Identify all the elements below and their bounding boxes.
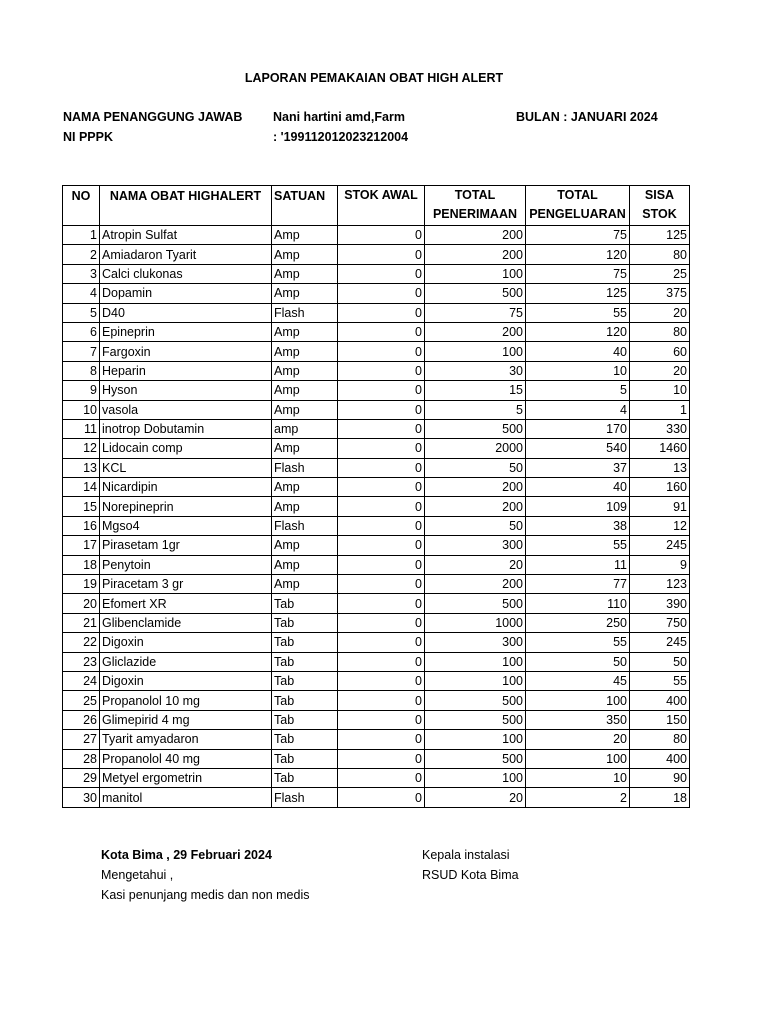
cell-total-issued: 55 bbox=[526, 633, 630, 652]
cell-unit: Amp bbox=[272, 361, 338, 380]
cell-drug-name: manitol bbox=[100, 788, 272, 807]
cell-unit: Amp bbox=[272, 536, 338, 555]
cell-remaining-stock: 80 bbox=[630, 322, 690, 341]
col-header-unit: SATUAN bbox=[272, 186, 338, 226]
cell-unit: Tab bbox=[272, 691, 338, 710]
cell-initial-stock: 0 bbox=[338, 768, 425, 787]
cell-remaining-stock: 10 bbox=[630, 381, 690, 400]
cell-initial-stock: 0 bbox=[338, 516, 425, 535]
cell-drug-name: Pirasetam 1gr bbox=[100, 536, 272, 555]
responsible-label: NAMA PENANGGUNG JAWAB bbox=[63, 110, 243, 124]
cell-total-received: 500 bbox=[425, 749, 526, 768]
table-row bbox=[63, 749, 690, 768]
cell-no: 27 bbox=[63, 730, 100, 749]
cell-unit: Amp bbox=[272, 439, 338, 458]
cell-total-issued: 55 bbox=[526, 536, 630, 555]
cell-initial-stock: 0 bbox=[338, 788, 425, 807]
cell-unit: Flash bbox=[272, 516, 338, 535]
cell-no: 30 bbox=[63, 788, 100, 807]
table-row bbox=[63, 303, 690, 322]
cell-total-received: 20 bbox=[425, 555, 526, 574]
cell-no: 11 bbox=[63, 419, 100, 438]
cell-no: 21 bbox=[63, 613, 100, 632]
cell-total-received: 15 bbox=[425, 381, 526, 400]
cell-remaining-stock: 50 bbox=[630, 652, 690, 671]
cell-total-received: 1000 bbox=[425, 613, 526, 632]
cell-total-issued: 120 bbox=[526, 245, 630, 264]
table-row bbox=[63, 710, 690, 729]
cell-no: 29 bbox=[63, 768, 100, 787]
cell-no: 10 bbox=[63, 400, 100, 419]
cell-drug-name: Tyarit amyadaron bbox=[100, 730, 272, 749]
cell-total-received: 100 bbox=[425, 652, 526, 671]
cell-total-issued: 5 bbox=[526, 381, 630, 400]
cell-unit: Amp bbox=[272, 381, 338, 400]
cell-total-received: 200 bbox=[425, 322, 526, 341]
cell-drug-name: Epineprin bbox=[100, 322, 272, 341]
cell-unit: Amp bbox=[272, 555, 338, 574]
table-row bbox=[63, 245, 690, 264]
table-row bbox=[63, 691, 690, 710]
cell-remaining-stock: 91 bbox=[630, 497, 690, 516]
cell-drug-name: Digoxin bbox=[100, 671, 272, 690]
cell-unit: Tab bbox=[272, 613, 338, 632]
table-row bbox=[63, 381, 690, 400]
cell-total-issued: 109 bbox=[526, 497, 630, 516]
table-row bbox=[63, 478, 690, 497]
cell-unit: Tab bbox=[272, 749, 338, 768]
cell-remaining-stock: 375 bbox=[630, 284, 690, 303]
table-row bbox=[63, 284, 690, 303]
cell-drug-name: Hyson bbox=[100, 381, 272, 400]
cell-total-received: 200 bbox=[425, 497, 526, 516]
cell-initial-stock: 0 bbox=[338, 594, 425, 613]
table-row bbox=[63, 322, 690, 341]
cell-initial-stock: 0 bbox=[338, 555, 425, 574]
table-row bbox=[63, 516, 690, 535]
cell-initial-stock: 0 bbox=[338, 303, 425, 322]
section-head-title: Kasi penunjang medis dan non medis bbox=[101, 888, 310, 902]
cell-remaining-stock: 750 bbox=[630, 613, 690, 632]
cell-total-received: 100 bbox=[425, 730, 526, 749]
cell-remaining-stock: 12 bbox=[630, 516, 690, 535]
cell-unit: Tab bbox=[272, 652, 338, 671]
cell-unit: Flash bbox=[272, 458, 338, 477]
cell-remaining-stock: 20 bbox=[630, 303, 690, 322]
cell-drug-name: Fargoxin bbox=[100, 342, 272, 361]
cell-initial-stock: 0 bbox=[338, 497, 425, 516]
cell-no: 28 bbox=[63, 749, 100, 768]
hospital-name: RSUD Kota Bima bbox=[422, 868, 519, 882]
cell-initial-stock: 0 bbox=[338, 613, 425, 632]
cell-total-received: 500 bbox=[425, 284, 526, 303]
cell-no: 14 bbox=[63, 478, 100, 497]
cell-drug-name: Heparin bbox=[100, 361, 272, 380]
cell-remaining-stock: 18 bbox=[630, 788, 690, 807]
cell-unit: Amp bbox=[272, 226, 338, 245]
responsible-name: Nani hartini amd,Farm bbox=[273, 110, 405, 124]
table-row bbox=[63, 652, 690, 671]
table-row bbox=[63, 419, 690, 438]
cell-initial-stock: 0 bbox=[338, 381, 425, 400]
cell-no: 9 bbox=[63, 381, 100, 400]
cell-no: 3 bbox=[63, 264, 100, 283]
cell-no: 15 bbox=[63, 497, 100, 516]
cell-remaining-stock: 80 bbox=[630, 245, 690, 264]
cell-total-received: 300 bbox=[425, 536, 526, 555]
cell-drug-name: Gliclazide bbox=[100, 652, 272, 671]
cell-total-issued: 55 bbox=[526, 303, 630, 322]
table-row bbox=[63, 497, 690, 516]
cell-drug-name: Glimepirid 4 mg bbox=[100, 710, 272, 729]
employee-id-value: : '199112012023212004 bbox=[273, 130, 409, 144]
cell-remaining-stock: 330 bbox=[630, 419, 690, 438]
cell-total-received: 30 bbox=[425, 361, 526, 380]
table-row bbox=[63, 613, 690, 632]
cell-no: 16 bbox=[63, 516, 100, 535]
cell-no: 12 bbox=[63, 439, 100, 458]
drug-usage-table bbox=[62, 185, 690, 808]
cell-total-issued: 170 bbox=[526, 419, 630, 438]
report-month: BULAN : JANUARI 2024 bbox=[516, 110, 658, 124]
cell-remaining-stock: 400 bbox=[630, 749, 690, 768]
cell-remaining-stock: 400 bbox=[630, 691, 690, 710]
table-row bbox=[63, 361, 690, 380]
cell-remaining-stock: 245 bbox=[630, 633, 690, 652]
table-row bbox=[63, 730, 690, 749]
cell-total-received: 100 bbox=[425, 342, 526, 361]
cell-total-issued: 10 bbox=[526, 768, 630, 787]
table-row bbox=[63, 671, 690, 690]
table-row bbox=[63, 768, 690, 787]
cell-unit: Tab bbox=[272, 594, 338, 613]
cell-no: 19 bbox=[63, 575, 100, 594]
cell-initial-stock: 0 bbox=[338, 400, 425, 419]
cell-remaining-stock: 150 bbox=[630, 710, 690, 729]
cell-total-issued: 38 bbox=[526, 516, 630, 535]
col-header-drug-name: NAMA OBAT HIGHALERT bbox=[100, 186, 272, 226]
cell-drug-name: Lidocain comp bbox=[100, 439, 272, 458]
cell-total-issued: 40 bbox=[526, 342, 630, 361]
cell-no: 25 bbox=[63, 691, 100, 710]
table-body bbox=[63, 226, 690, 808]
cell-initial-stock: 0 bbox=[338, 419, 425, 438]
col-header-total-issued: TOTAL PENGELUARAN bbox=[526, 186, 630, 226]
table-row bbox=[63, 575, 690, 594]
cell-unit: Tab bbox=[272, 633, 338, 652]
cell-total-issued: 125 bbox=[526, 284, 630, 303]
cell-remaining-stock: 1 bbox=[630, 400, 690, 419]
table-row bbox=[63, 226, 690, 245]
cell-initial-stock: 0 bbox=[338, 652, 425, 671]
cell-no: 26 bbox=[63, 710, 100, 729]
cell-total-received: 500 bbox=[425, 594, 526, 613]
cell-total-received: 200 bbox=[425, 575, 526, 594]
cell-remaining-stock: 13 bbox=[630, 458, 690, 477]
cell-total-received: 20 bbox=[425, 788, 526, 807]
cell-remaining-stock: 125 bbox=[630, 226, 690, 245]
table-header-row bbox=[63, 186, 690, 226]
cell-unit: Amp bbox=[272, 322, 338, 341]
cell-unit: Amp bbox=[272, 264, 338, 283]
employee-id-label: NI PPPK bbox=[63, 130, 114, 144]
cell-remaining-stock: 25 bbox=[630, 264, 690, 283]
cell-remaining-stock: 60 bbox=[630, 342, 690, 361]
cell-initial-stock: 0 bbox=[338, 691, 425, 710]
cell-remaining-stock: 1460 bbox=[630, 439, 690, 458]
cell-initial-stock: 0 bbox=[338, 342, 425, 361]
cell-drug-name: Calci clukonas bbox=[100, 264, 272, 283]
cell-total-issued: 2 bbox=[526, 788, 630, 807]
cell-drug-name: Dopamin bbox=[100, 284, 272, 303]
table-row bbox=[63, 788, 690, 807]
cell-total-received: 50 bbox=[425, 458, 526, 477]
cell-remaining-stock: 390 bbox=[630, 594, 690, 613]
cell-total-issued: 100 bbox=[526, 691, 630, 710]
cell-drug-name: Efomert XR bbox=[100, 594, 272, 613]
cell-no: 8 bbox=[63, 361, 100, 380]
cell-unit: Tab bbox=[272, 730, 338, 749]
cell-no: 5 bbox=[63, 303, 100, 322]
cell-initial-stock: 0 bbox=[338, 671, 425, 690]
cell-drug-name: D40 bbox=[100, 303, 272, 322]
cell-initial-stock: 0 bbox=[338, 439, 425, 458]
cell-total-received: 100 bbox=[425, 768, 526, 787]
cell-no: 23 bbox=[63, 652, 100, 671]
cell-total-issued: 37 bbox=[526, 458, 630, 477]
cell-drug-name: Digoxin bbox=[100, 633, 272, 652]
table-row bbox=[63, 536, 690, 555]
cell-total-received: 100 bbox=[425, 264, 526, 283]
cell-initial-stock: 0 bbox=[338, 245, 425, 264]
cell-unit: Flash bbox=[272, 303, 338, 322]
cell-remaining-stock: 20 bbox=[630, 361, 690, 380]
cell-no: 24 bbox=[63, 671, 100, 690]
document-title: LAPORAN PEMAKAIAN OBAT HIGH ALERT bbox=[244, 71, 504, 85]
table-row bbox=[63, 458, 690, 477]
cell-unit: Amp bbox=[272, 497, 338, 516]
cell-remaining-stock: 55 bbox=[630, 671, 690, 690]
cell-total-issued: 77 bbox=[526, 575, 630, 594]
table-row bbox=[63, 400, 690, 419]
cell-initial-stock: 0 bbox=[338, 361, 425, 380]
cell-total-issued: 540 bbox=[526, 439, 630, 458]
cell-total-received: 200 bbox=[425, 226, 526, 245]
cell-total-issued: 110 bbox=[526, 594, 630, 613]
cell-remaining-stock: 80 bbox=[630, 730, 690, 749]
cell-drug-name: Propanolol 40 mg bbox=[100, 749, 272, 768]
cell-no: 1 bbox=[63, 226, 100, 245]
cell-total-issued: 40 bbox=[526, 478, 630, 497]
cell-initial-stock: 0 bbox=[338, 478, 425, 497]
cell-drug-name: Mgso4 bbox=[100, 516, 272, 535]
cell-drug-name: Metyel ergometrin bbox=[100, 768, 272, 787]
cell-total-received: 2000 bbox=[425, 439, 526, 458]
cell-unit: Tab bbox=[272, 768, 338, 787]
cell-drug-name: Atropin Sulfat bbox=[100, 226, 272, 245]
cell-total-issued: 4 bbox=[526, 400, 630, 419]
cell-remaining-stock: 123 bbox=[630, 575, 690, 594]
cell-initial-stock: 0 bbox=[338, 458, 425, 477]
cell-drug-name: Piracetam 3 gr bbox=[100, 575, 272, 594]
cell-unit: Amp bbox=[272, 575, 338, 594]
cell-drug-name: Nicardipin bbox=[100, 478, 272, 497]
cell-remaining-stock: 160 bbox=[630, 478, 690, 497]
cell-unit: Tab bbox=[272, 671, 338, 690]
cell-no: 17 bbox=[63, 536, 100, 555]
table-row bbox=[63, 439, 690, 458]
col-header-initial-stock: STOK AWAL bbox=[338, 186, 425, 226]
cell-total-received: 75 bbox=[425, 303, 526, 322]
cell-initial-stock: 0 bbox=[338, 226, 425, 245]
cell-total-issued: 11 bbox=[526, 555, 630, 574]
cell-total-received: 500 bbox=[425, 419, 526, 438]
cell-drug-name: Penytoin bbox=[100, 555, 272, 574]
cell-total-issued: 120 bbox=[526, 322, 630, 341]
cell-remaining-stock: 9 bbox=[630, 555, 690, 574]
cell-unit: Amp bbox=[272, 245, 338, 264]
cell-no: 20 bbox=[63, 594, 100, 613]
cell-total-issued: 45 bbox=[526, 671, 630, 690]
cell-drug-name: Propanolol 10 mg bbox=[100, 691, 272, 710]
cell-no: 7 bbox=[63, 342, 100, 361]
cell-unit: Tab bbox=[272, 710, 338, 729]
cell-total-received: 200 bbox=[425, 478, 526, 497]
table-row bbox=[63, 594, 690, 613]
cell-unit: Flash bbox=[272, 788, 338, 807]
table-row bbox=[63, 264, 690, 283]
cell-initial-stock: 0 bbox=[338, 730, 425, 749]
cell-total-received: 200 bbox=[425, 245, 526, 264]
cell-drug-name: KCL bbox=[100, 458, 272, 477]
cell-remaining-stock: 245 bbox=[630, 536, 690, 555]
cell-drug-name: vasola bbox=[100, 400, 272, 419]
cell-total-issued: 10 bbox=[526, 361, 630, 380]
cell-initial-stock: 0 bbox=[338, 633, 425, 652]
cell-remaining-stock: 90 bbox=[630, 768, 690, 787]
cell-no: 4 bbox=[63, 284, 100, 303]
cell-total-issued: 75 bbox=[526, 226, 630, 245]
cell-initial-stock: 0 bbox=[338, 284, 425, 303]
cell-total-issued: 250 bbox=[526, 613, 630, 632]
cell-total-issued: 350 bbox=[526, 710, 630, 729]
cell-no: 2 bbox=[63, 245, 100, 264]
cell-total-received: 500 bbox=[425, 691, 526, 710]
cell-drug-name: inotrop Dobutamin bbox=[100, 419, 272, 438]
cell-initial-stock: 0 bbox=[338, 749, 425, 768]
place-date: Kota Bima , 29 Februari 2024 bbox=[101, 848, 272, 862]
table-row bbox=[63, 633, 690, 652]
cell-initial-stock: 0 bbox=[338, 536, 425, 555]
table-row bbox=[63, 555, 690, 574]
cell-unit: Amp bbox=[272, 478, 338, 497]
cell-total-received: 500 bbox=[425, 710, 526, 729]
cell-total-received: 100 bbox=[425, 671, 526, 690]
cell-total-received: 50 bbox=[425, 516, 526, 535]
cell-no: 22 bbox=[63, 633, 100, 652]
cell-total-received: 300 bbox=[425, 633, 526, 652]
cell-initial-stock: 0 bbox=[338, 575, 425, 594]
cell-no: 6 bbox=[63, 322, 100, 341]
cell-total-issued: 50 bbox=[526, 652, 630, 671]
col-header-no: NO bbox=[63, 186, 100, 226]
cell-unit: Amp bbox=[272, 342, 338, 361]
cell-total-received: 5 bbox=[425, 400, 526, 419]
cell-drug-name: Glibenclamide bbox=[100, 613, 272, 632]
cell-drug-name: Amiadaron Tyarit bbox=[100, 245, 272, 264]
cell-unit: Amp bbox=[272, 400, 338, 419]
cell-total-issued: 100 bbox=[526, 749, 630, 768]
cell-unit: amp bbox=[272, 419, 338, 438]
cell-total-issued: 20 bbox=[526, 730, 630, 749]
cell-no: 18 bbox=[63, 555, 100, 574]
cell-drug-name: Norepineprin bbox=[100, 497, 272, 516]
col-header-total-received: TOTAL PENERIMAAN bbox=[425, 186, 526, 226]
col-header-remaining-stock: SISA STOK bbox=[630, 186, 690, 226]
acknowledged-label: Mengetahui , bbox=[101, 868, 174, 882]
cell-no: 13 bbox=[63, 458, 100, 477]
installation-head-title: Kepala instalasi bbox=[422, 848, 510, 862]
cell-initial-stock: 0 bbox=[338, 710, 425, 729]
table-row bbox=[63, 342, 690, 361]
cell-total-issued: 75 bbox=[526, 264, 630, 283]
cell-initial-stock: 0 bbox=[338, 264, 425, 283]
cell-initial-stock: 0 bbox=[338, 322, 425, 341]
cell-unit: Amp bbox=[272, 284, 338, 303]
